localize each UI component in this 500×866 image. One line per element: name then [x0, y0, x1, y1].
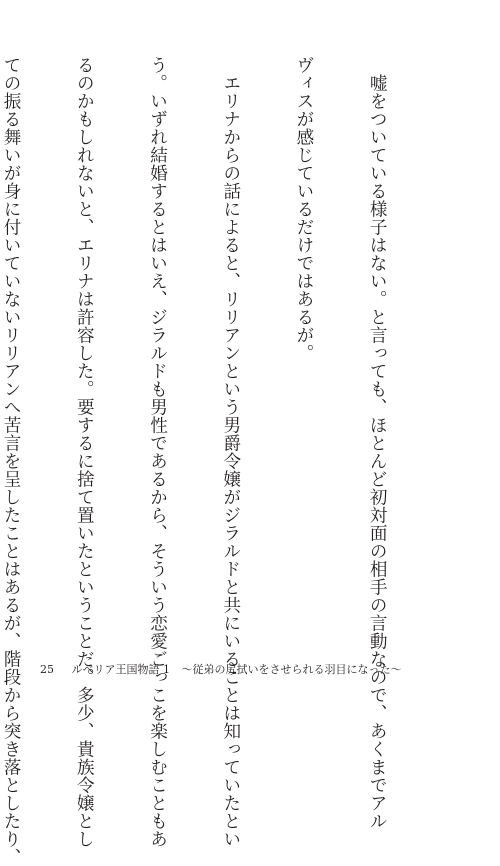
page-footer — [40, 661, 402, 677]
text-line: 嘘をついている様子はない。と言っても、ほとんど初対面の相手の言動なので、あくまでアル — [367, 56, 388, 830]
book-title: ルベリア王国物語 1 — [71, 663, 170, 676]
book-subtitle: 〜従弟の尻拭いをさせられる羽目になった〜 — [181, 663, 402, 676]
text-line: ヴィスが感じているだけではあるが。 — [293, 56, 314, 362]
text-line: う。いずれ結婚するとはいえ、ジラルドも男性であるから、そういう恋愛ごっこを楽しむこともあ — [147, 56, 168, 848]
text-line: エリナからの話によると、リリアンという男爵令嬢がジラルドと共にいることは知っていたとい — [220, 56, 241, 848]
text-line: るのかもしれないと、エリナは許容した。要するに捨て置いたということだ。多少、貴族令嬢とし — [74, 56, 95, 848]
page-number: 25 — [40, 663, 54, 676]
text-line: ての振る舞いが身に付いていないリリアンへ苦言を呈したことはあるが、階段から突き落としたり、 — [1, 56, 22, 866]
